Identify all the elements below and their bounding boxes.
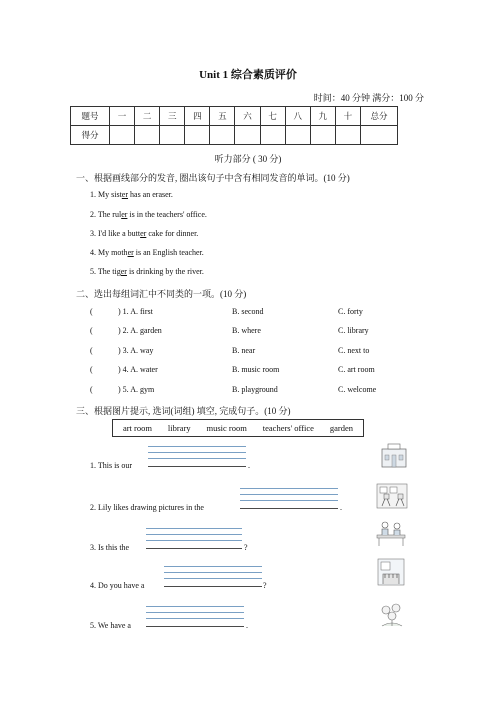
time-score-info: 时间：40 分钟 满分：100 分 — [313, 93, 424, 103]
s3-item-4-end: ? — [263, 581, 267, 590]
score-table-score-row — [71, 126, 398, 145]
guide-line — [240, 494, 338, 495]
section-1-heading: 一、根据画线部分的发音, 圈出该句子中含有相同发音的单词。(10 分) — [76, 173, 350, 183]
cell: 九 — [310, 107, 335, 126]
s2-option-c: C. art room — [338, 365, 375, 374]
text: 3. I'd like a butt — [90, 229, 141, 238]
guide-line — [148, 446, 246, 447]
s3-item-5-text: 5. We have a — [90, 621, 131, 630]
guide-line — [146, 534, 242, 535]
underlined-letters: er — [121, 210, 128, 219]
garden-icon — [378, 600, 406, 628]
score-cell[interactable] — [310, 126, 335, 145]
s2-paren[interactable]: ( — [90, 346, 93, 355]
guide-line — [240, 488, 338, 489]
cell: 总分 — [361, 107, 398, 126]
s3-item-2-text: 2. Lily likes drawing pictures in the — [90, 503, 204, 512]
s2-paren[interactable]: ( — [90, 365, 93, 374]
underlined-letters: er — [121, 190, 129, 199]
answer-blank-2[interactable] — [240, 508, 338, 509]
s1-item-5 — [90, 267, 204, 276]
s1-item-3 — [90, 229, 198, 238]
listening-header: 听力部分 ( 30 分) — [214, 154, 282, 164]
art-room-icon — [376, 482, 408, 510]
guide-line — [146, 606, 244, 607]
word-bank-item: art room — [122, 423, 152, 433]
guide-line — [146, 618, 244, 619]
score-cell[interactable] — [361, 126, 398, 145]
s2-option-a: ) 2. A. garden — [118, 326, 162, 335]
answer-blank-5[interactable] — [146, 626, 244, 627]
s2-option-c: C. library — [338, 326, 369, 335]
guide-line — [164, 566, 262, 567]
cell: 十 — [335, 107, 360, 126]
text: is drinking by the river. — [126, 267, 204, 276]
section-3-heading: 三、根据图片提示, 选词(词组) 填空, 完成句子。(10 分) — [76, 406, 291, 416]
s2-paren[interactable]: ( — [90, 385, 93, 394]
s2-option-a: ) 4. A. water — [118, 365, 158, 374]
cell: 题号 — [71, 107, 110, 126]
score-table — [70, 106, 398, 145]
s3-item-1-end: . — [248, 461, 250, 470]
s3-item-3-end: ? — [244, 543, 248, 552]
cell: 七 — [260, 107, 285, 126]
guide-line — [148, 458, 246, 459]
section-2-heading: 二、选出每组词汇中不同类的一项。(10 分) — [76, 289, 247, 299]
s1-item-1 — [90, 190, 173, 199]
cell: 六 — [235, 107, 260, 126]
cell: 八 — [285, 107, 310, 126]
score-cell[interactable] — [160, 126, 185, 145]
word-bank — [112, 419, 364, 437]
word-bank-item: teachers' office — [262, 423, 314, 433]
music-room-icon — [377, 558, 405, 586]
s2-option-c: C. next to — [338, 346, 370, 355]
s1-item-4 — [90, 248, 204, 257]
s2-paren[interactable]: ( — [90, 307, 93, 316]
underlined-letters: er — [127, 248, 134, 257]
word-bank-item: music room — [206, 423, 247, 433]
s2-option-b: B. near — [232, 346, 256, 355]
s2-option-c: C. forty — [338, 307, 363, 316]
s3-item-4-text: 4. Do you have a — [90, 581, 145, 590]
score-table-header-row — [71, 107, 398, 126]
text: 5. The tig — [90, 267, 121, 276]
s2-option-b: B. where — [232, 326, 261, 335]
text: 4. My moth — [90, 248, 128, 257]
guide-line — [164, 578, 262, 579]
underlined-letters: er — [140, 229, 147, 238]
teachers-office-icon — [376, 519, 406, 547]
score-cell[interactable] — [260, 126, 285, 145]
score-cell[interactable] — [285, 126, 310, 145]
library-building-icon — [380, 441, 408, 469]
text: is an English teacher. — [133, 248, 204, 257]
s2-option-a: ) 1. A. first — [118, 307, 153, 316]
s2-option-b: B. second — [232, 307, 264, 316]
cell: 一 — [110, 107, 135, 126]
score-cell[interactable] — [185, 126, 210, 145]
guide-line — [240, 500, 338, 501]
cell: 二 — [135, 107, 160, 126]
page-title: Unit 1 综合素质评价 — [199, 69, 297, 81]
text: 2. The rul — [90, 210, 122, 219]
word-bank-item: garden — [329, 423, 353, 433]
s2-paren[interactable]: ( — [90, 326, 93, 335]
s2-option-a: ) 5. A. gym — [118, 385, 155, 394]
guide-line — [146, 612, 244, 613]
s2-option-a: ) 3. A. way — [118, 346, 154, 355]
underlined-letters: er — [120, 267, 127, 276]
guide-line — [146, 528, 242, 529]
guide-line — [164, 572, 262, 573]
text: is in the teachers' office. — [127, 210, 207, 219]
text: 1. My sist — [90, 190, 122, 199]
s2-option-b: B. playground — [232, 385, 278, 394]
answer-blank-3[interactable] — [146, 548, 242, 549]
s3-item-2-end: . — [340, 503, 342, 512]
score-cell[interactable] — [210, 126, 235, 145]
s1-item-2 — [90, 210, 207, 219]
answer-blank-1[interactable] — [148, 466, 246, 467]
answer-blank-4[interactable] — [164, 586, 262, 587]
text: has an eraser. — [128, 190, 173, 199]
s3-item-3-text: 3. Is this the — [90, 543, 130, 552]
guide-line — [148, 452, 246, 453]
cell: 三 — [160, 107, 185, 126]
cell: 五 — [210, 107, 235, 126]
cell: 四 — [185, 107, 210, 126]
s3-item-1-text: 1. This is our — [90, 461, 133, 470]
score-cell[interactable] — [235, 126, 260, 145]
s2-option-b: B. music room — [232, 365, 280, 374]
s2-option-c: C. welcome — [338, 385, 377, 394]
score-cell[interactable] — [135, 126, 160, 145]
word-bank-item: library — [167, 423, 191, 433]
score-cell[interactable] — [335, 126, 360, 145]
guide-line — [146, 540, 242, 541]
score-cell[interactable] — [110, 126, 135, 145]
s3-item-5-end: . — [246, 621, 248, 630]
cell: 得分 — [71, 126, 110, 145]
text: cake for dinner. — [146, 229, 199, 238]
